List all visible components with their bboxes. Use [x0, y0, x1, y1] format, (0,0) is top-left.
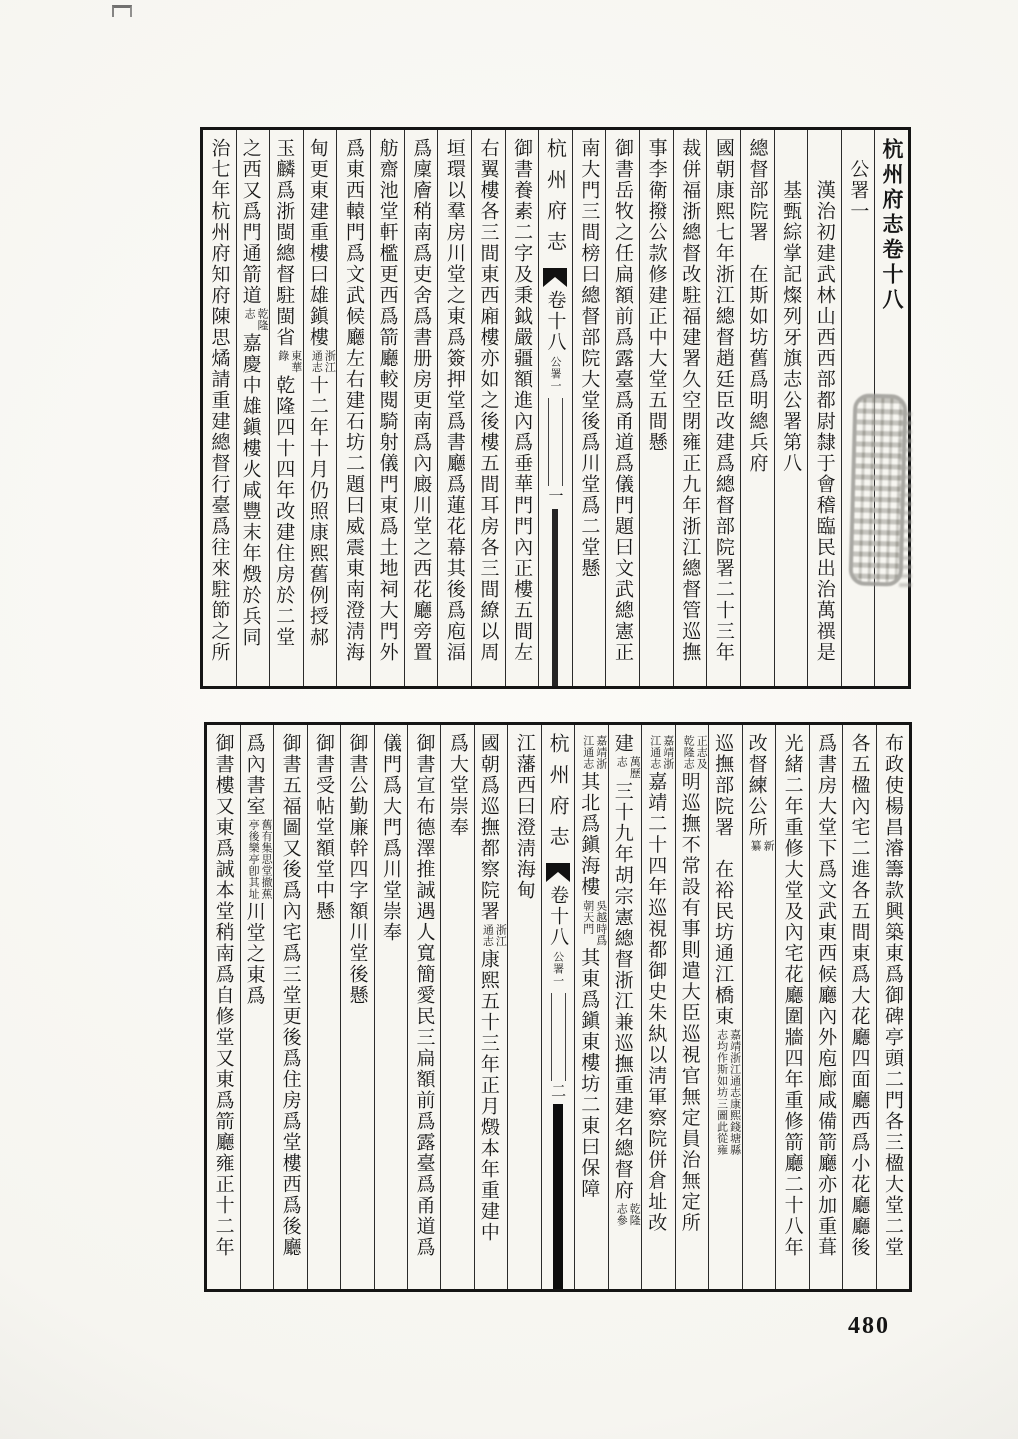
interlinear-note [682, 735, 708, 770]
text-column [437, 130, 471, 686]
note-left-subcolumn: 亭後樂亭卽其址 [247, 819, 261, 900]
text-column [842, 725, 875, 1289]
text-column [370, 130, 404, 686]
text-column [269, 130, 303, 686]
text-column [474, 725, 507, 1289]
note-right-subcolumn: 正志及 [695, 735, 709, 770]
column-text: 爲內書室 [243, 733, 266, 817]
note-left-subcolumn: 朝天門 [581, 899, 595, 934]
column-text: 其北爲鎭海樓 [578, 771, 601, 898]
column-text: 布政使楊昌濬籌款興築東爲御碑亭頭二門各三楹大堂二堂 [882, 733, 904, 1258]
interlinear-note [615, 1203, 641, 1226]
text-column [307, 725, 340, 1289]
note-right-subcolumn: 嘉靖浙江通志康熙錢塘縣 [728, 1029, 742, 1156]
lower-text-block [204, 722, 912, 1292]
text-column [774, 130, 808, 686]
column-text: 公署一 [847, 138, 870, 222]
column-text: 南大門三間榜曰總督部院大堂後爲川堂爲二堂懸 [578, 138, 601, 579]
text-column [574, 725, 607, 1289]
text-column [203, 130, 236, 686]
column-text: 建 [611, 733, 634, 754]
banxin-center-fold-column [538, 130, 572, 686]
column-text: 嘉慶中雄鎭樓火咸豐末年燬於兵同 [239, 333, 262, 648]
upper-text-block [200, 127, 911, 689]
text-column [505, 130, 539, 686]
note-left-subcolumn: 志參 [615, 1203, 629, 1226]
banxin-center-fold-column [541, 725, 574, 1289]
text-column [340, 725, 373, 1289]
text-column [807, 130, 841, 686]
seal-smudge-marks [899, 412, 912, 590]
column-text: 各五楹內宅二進各五間東爲大花廳四面廳西爲小花廳廳後 [848, 733, 871, 1258]
interlinear-note [247, 819, 273, 900]
interlinear-note [615, 756, 641, 779]
interlinear-note [649, 735, 675, 770]
interlinear-note [310, 350, 336, 373]
column-text: 爲大堂崇奉 [446, 733, 469, 838]
text-column [740, 130, 774, 686]
column-text: 改督練公所 [745, 733, 768, 838]
text-column [675, 725, 708, 1289]
banxin-book-title: 杭州府志 [546, 733, 571, 857]
text-column [336, 130, 370, 686]
banxin-black-bar [552, 509, 558, 686]
note-right-subcolumn: 浙江 [323, 350, 337, 373]
column-text: 御書公勤廉幹四字額川堂後懸 [346, 733, 369, 1006]
note-right-subcolumn: 萬歷 [628, 756, 642, 779]
note-left-subcolumn: 志均作斯如坊三圖此從雍 [715, 1029, 729, 1156]
interlinear-note [481, 924, 507, 947]
note-right-subcolumn: 乾隆 [256, 308, 270, 331]
banxin-section-label: 公署一 [551, 951, 565, 987]
column-text: 乾隆四十四年改建住房於二堂 [273, 375, 296, 648]
column-text: 爲東西轅門爲文武候廳左右建石坊二題曰威震東南澄淸海 [343, 138, 365, 663]
column-text: 光緒二年重修大堂及內宅花廳圍牆四年重修箭廳二十八年 [781, 733, 804, 1258]
column-text: 舫齋池堂軒檻更西爲箭廳較閱騎射儀門東爲土地祠大門外 [376, 138, 399, 663]
interlinear-note [243, 308, 269, 331]
text-column [374, 725, 407, 1289]
text-column [236, 130, 270, 686]
column-text: 康熙五十三年正月燬本年重建中 [477, 949, 500, 1243]
text-column [605, 130, 639, 686]
column-text: 國朝康熙七年浙江總督趙廷臣改建爲總督部院署二十三年 [712, 138, 735, 663]
fishtail-mark-icon [543, 268, 567, 288]
column-text: 御書養素二字及秉鉞嚴疆額進內爲垂華門門內正樓五間左 [511, 138, 534, 663]
note-left-subcolumn: 通志 [310, 350, 324, 373]
fishtail-mark-icon [546, 863, 570, 883]
note-right-subcolumn: 嘉靖浙 [661, 735, 675, 770]
column-text: 儀門爲大門爲川堂崇奉 [379, 733, 402, 943]
note-right-subcolumn: 東華 [289, 350, 303, 373]
text-column [240, 725, 273, 1289]
note-left-subcolumn: 志 [615, 756, 629, 768]
banxin-volume-label: 卷十八 [544, 290, 567, 353]
column-text: 基甄綜掌記燦列牙旗志公署第八 [780, 138, 803, 474]
note-right-subcolumn: 新 [762, 840, 776, 852]
banxin-rule-box [551, 993, 566, 1081]
scan-artifact-mark [112, 5, 132, 17]
note-right-subcolumn: 浙江 [494, 924, 508, 947]
banxin-book-title: 杭州府志 [543, 138, 568, 262]
text-column [407, 725, 440, 1289]
text-column [608, 725, 641, 1289]
note-right-subcolumn: 吳越時爲 [594, 899, 608, 946]
column-text: 事李衛撥公款修建正中大堂五間懸 [645, 138, 668, 453]
column-text: 御書五福圖又後爲內宅爲三堂更後爲住房爲堂樓西爲後廳 [279, 733, 302, 1258]
note-left-subcolumn: 乾隆志 [682, 735, 696, 770]
note-right-subcolumn: 舊有集思堂撤蕉 [260, 819, 274, 900]
column-text: 御書受帖堂額堂中懸 [313, 733, 336, 922]
column-text: 巡撫部院署 在裕民坊通江橋東 [712, 733, 735, 1027]
text-column [775, 725, 808, 1289]
column-text: 明巡撫不常設有事則遣大臣巡視官無定員治無定所 [678, 771, 701, 1234]
banxin-volume-label: 卷十八 [547, 885, 570, 948]
text-column [572, 130, 606, 686]
column-text: 杭州府志卷十八 [880, 138, 904, 313]
note-right-subcolumn: 乾隆 [628, 1203, 642, 1226]
column-text: 垣環以羣房川堂之東爲簽押堂爲書廳爲蓮花幕其後爲庖湢 [443, 138, 466, 663]
banxin-folio-number: 一 [546, 488, 565, 503]
page-number: 480 [848, 1313, 890, 1339]
note-right-subcolumn: 嘉靖浙 [594, 735, 608, 770]
interlinear-note [716, 1029, 742, 1156]
text-column [706, 130, 740, 686]
banxin-rule-box [548, 398, 563, 486]
banxin-folio-number: 二 [549, 1083, 568, 1098]
column-text: 之西又爲門通箭道 [239, 138, 262, 306]
text-column [673, 130, 707, 686]
column-text: 嘉靖二十四年巡視都御史朱紈以淸軍察院併倉址改 [645, 771, 668, 1234]
column-text: 國朝爲巡撫都察院署 [477, 733, 500, 922]
note-left-subcolumn: 錄 [276, 350, 290, 362]
column-text: 爲書房大堂下爲文武東西候廳內外庖廊咸備箭廳亦加重葺 [815, 733, 838, 1258]
text-column [303, 130, 337, 686]
column-text: 三十九年胡宗憲總督浙江兼巡撫重建名總督府 [611, 781, 634, 1201]
text-column [742, 725, 775, 1289]
note-left-subcolumn: 志 [243, 308, 257, 320]
column-text: 十二年十月仍照康熙舊例授郝 [306, 375, 329, 648]
note-left-subcolumn: 江通志 [581, 735, 595, 770]
text-column [440, 725, 473, 1289]
column-text: 御書樓又東爲誠本堂稍南爲自修堂又東爲箭廳雍正十二年 [212, 733, 235, 1258]
text-column [207, 725, 239, 1289]
banxin-section-label: 公署一 [548, 356, 562, 392]
column-text: 爲廩廥稍南爲吏舍爲書册房更南爲內廄川堂之西花廳旁置 [410, 138, 433, 663]
column-text: 江藩西曰澄淸海甸 [513, 733, 536, 901]
text-column [641, 725, 674, 1289]
text-column [708, 725, 741, 1289]
column-text: 總督部院署 在斯如坊舊爲明總兵府 [746, 138, 769, 474]
column-text: 漢治初建武林山西西部都尉隸于會稽臨民出治萬禩是 [813, 138, 836, 663]
text-column [471, 130, 505, 686]
interlinear-note [582, 735, 608, 770]
note-left-subcolumn: 纂 [749, 840, 763, 852]
banxin-black-bar [553, 1104, 563, 1289]
column-text: 治七年杭州府知府陳思燏請重建總督行臺爲往來駐節之所 [208, 138, 231, 663]
interlinear-note [749, 840, 775, 852]
column-text: 甸更東建重樓曰雄鎭樓 [306, 138, 329, 348]
note-left-subcolumn: 江通志 [648, 735, 662, 770]
column-text: 玉麟爲浙閩總督駐閩省 [273, 138, 296, 348]
note-left-subcolumn: 通志 [481, 924, 495, 947]
text-column [273, 725, 306, 1289]
text-column [639, 130, 673, 686]
text-column [876, 725, 909, 1289]
column-text: 裁併福浙總督改駐福建署久空閉雍正九年浙江總督管巡撫 [679, 138, 702, 663]
column-text: 御書宣布德澤推誠遇人寬簡愛民三扁額前爲露臺爲甬道爲 [413, 733, 436, 1258]
column-text: 川堂之東爲 [243, 901, 266, 1007]
interlinear-note [582, 900, 608, 946]
text-column [507, 725, 540, 1289]
text-column [404, 130, 438, 686]
column-text: 其東爲鎭東樓坊二東曰保障 [578, 947, 601, 1200]
column-text: 御書岳牧之任扁額前爲露臺爲甬道爲儀門題曰文武總憲正 [612, 138, 634, 663]
text-column [809, 725, 842, 1289]
column-text: 右翼樓各三間東西廂樓亦如之後樓五間耳房各三間繚以周 [477, 138, 500, 663]
interlinear-note [277, 350, 303, 373]
